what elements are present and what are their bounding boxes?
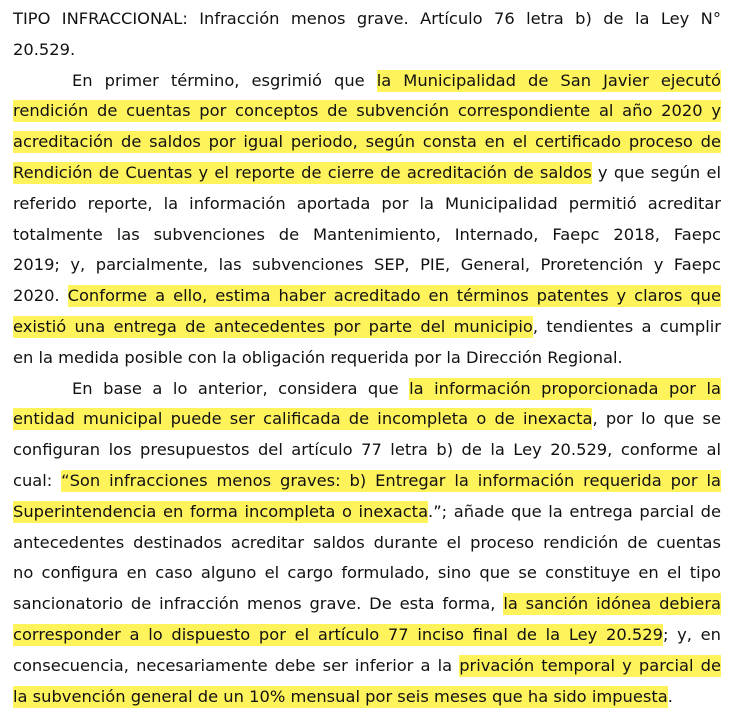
text-line [13, 250, 721, 281]
text-line [13, 189, 721, 220]
text-line [13, 589, 721, 620]
body-text: . [667, 686, 673, 706]
text-line [13, 435, 721, 466]
body-text: en la medida posible con la obligación requerida por la Dirección Regional. [13, 347, 623, 367]
body-text: totalmente las subvenciones de Mantenimiento, Internado, Faepc 2018, Faepc [13, 224, 721, 244]
highlighted-text: la Municipalidad de San Javier ejecutó [376, 70, 721, 90]
body-text: consecuencia, necesariamente debe ser inferior a la [13, 655, 460, 675]
highlighted-text: Conforme a ello, estima haber acreditado en términos patentes y claros que [67, 286, 721, 306]
highlighted-text: la sanción idónea debiera [503, 594, 721, 614]
highlighted-text: entidad municipal puede ser calificada de incompleta o de inexacta [13, 409, 593, 429]
text-line [13, 497, 721, 528]
highlighted-text: Rendición de Cuentas y el reporte de cierre de acreditación de saldos [13, 162, 592, 182]
body-text: TIPO INFRACCIONAL: Infracción menos grave. Artículo 76 letra b) de la Ley N° [13, 9, 721, 28]
body-text: , por lo que se [592, 409, 721, 429]
text-line [13, 35, 721, 66]
body-text: referido reporte, la información aportada por la Municipalidad permitió acreditar [13, 193, 721, 213]
text-line [13, 651, 721, 682]
highlighted-text: privación temporal y parcial de [459, 655, 721, 675]
text-line [13, 127, 721, 158]
highlighted-text: Superintendencia en forma incompleta o inexacta [13, 501, 429, 521]
text-line [13, 374, 721, 405]
body-text: .”; añade que la entrega parcial de [428, 501, 721, 521]
highlighted-text: rendición de cuentas por conceptos de subvención correspondiente al año 2020 y [13, 101, 721, 121]
highlighted-text: existió una entrega de antecedentes por parte del municipio [13, 316, 533, 336]
body-text: 20.529. [13, 39, 76, 59]
body-text: 2020. [13, 286, 68, 306]
highlighted-text: corresponder a lo dispuesto por el artículo 77 inciso final de la Ley 20.529 [13, 624, 663, 644]
body-text: ; y, en [662, 624, 721, 644]
highlighted-text: “Son infracciones menos graves: b) Entregar la información requerida por la [61, 470, 721, 490]
highlighted-text: la subvención general de un 10% mensual por seis meses que ha sido impuesta [13, 686, 668, 706]
text-line [13, 682, 721, 712]
body-text: cual: [13, 470, 62, 490]
text-line [13, 281, 721, 312]
text-line [13, 312, 721, 343]
body-text: En base a lo anterior, considera que [72, 378, 410, 398]
highlighted-text: la información proporcionada por la [409, 378, 721, 398]
body-text: En primer término, esgrimió que [72, 70, 377, 90]
text-line [13, 220, 721, 251]
body-text: , tendientes a cumplir [532, 316, 721, 336]
text-line [13, 404, 721, 435]
text-line [13, 158, 721, 189]
highlighted-text: acreditación de saldos por igual periodo, según consta en el certificado proceso de [13, 132, 721, 152]
text-line [13, 558, 721, 589]
text-line [13, 466, 721, 497]
text-line [13, 528, 721, 559]
text-line [13, 66, 721, 97]
body-text: antecedentes destinados acreditar saldos durante el proceso rendición de cuentas [13, 532, 721, 552]
body-text: 2019; y, parcialmente, las subvenciones SEP, PIE, General, Proretención y Faepc [13, 255, 721, 275]
text-line [13, 4, 721, 35]
text-line [13, 96, 721, 127]
body-text: no configura en caso alguno el cargo formulado, sino que se constituye en el tipo [13, 563, 721, 583]
body-text: configuran los presupuestos del artículo 77 letra b) de la Ley 20.529, conforme al [13, 440, 721, 460]
body-text: sancionatorio de infracción menos grave. De esta forma, [13, 594, 504, 614]
body-text: y que según el [591, 162, 721, 182]
text-line [13, 620, 721, 651]
text-line [13, 343, 721, 374]
